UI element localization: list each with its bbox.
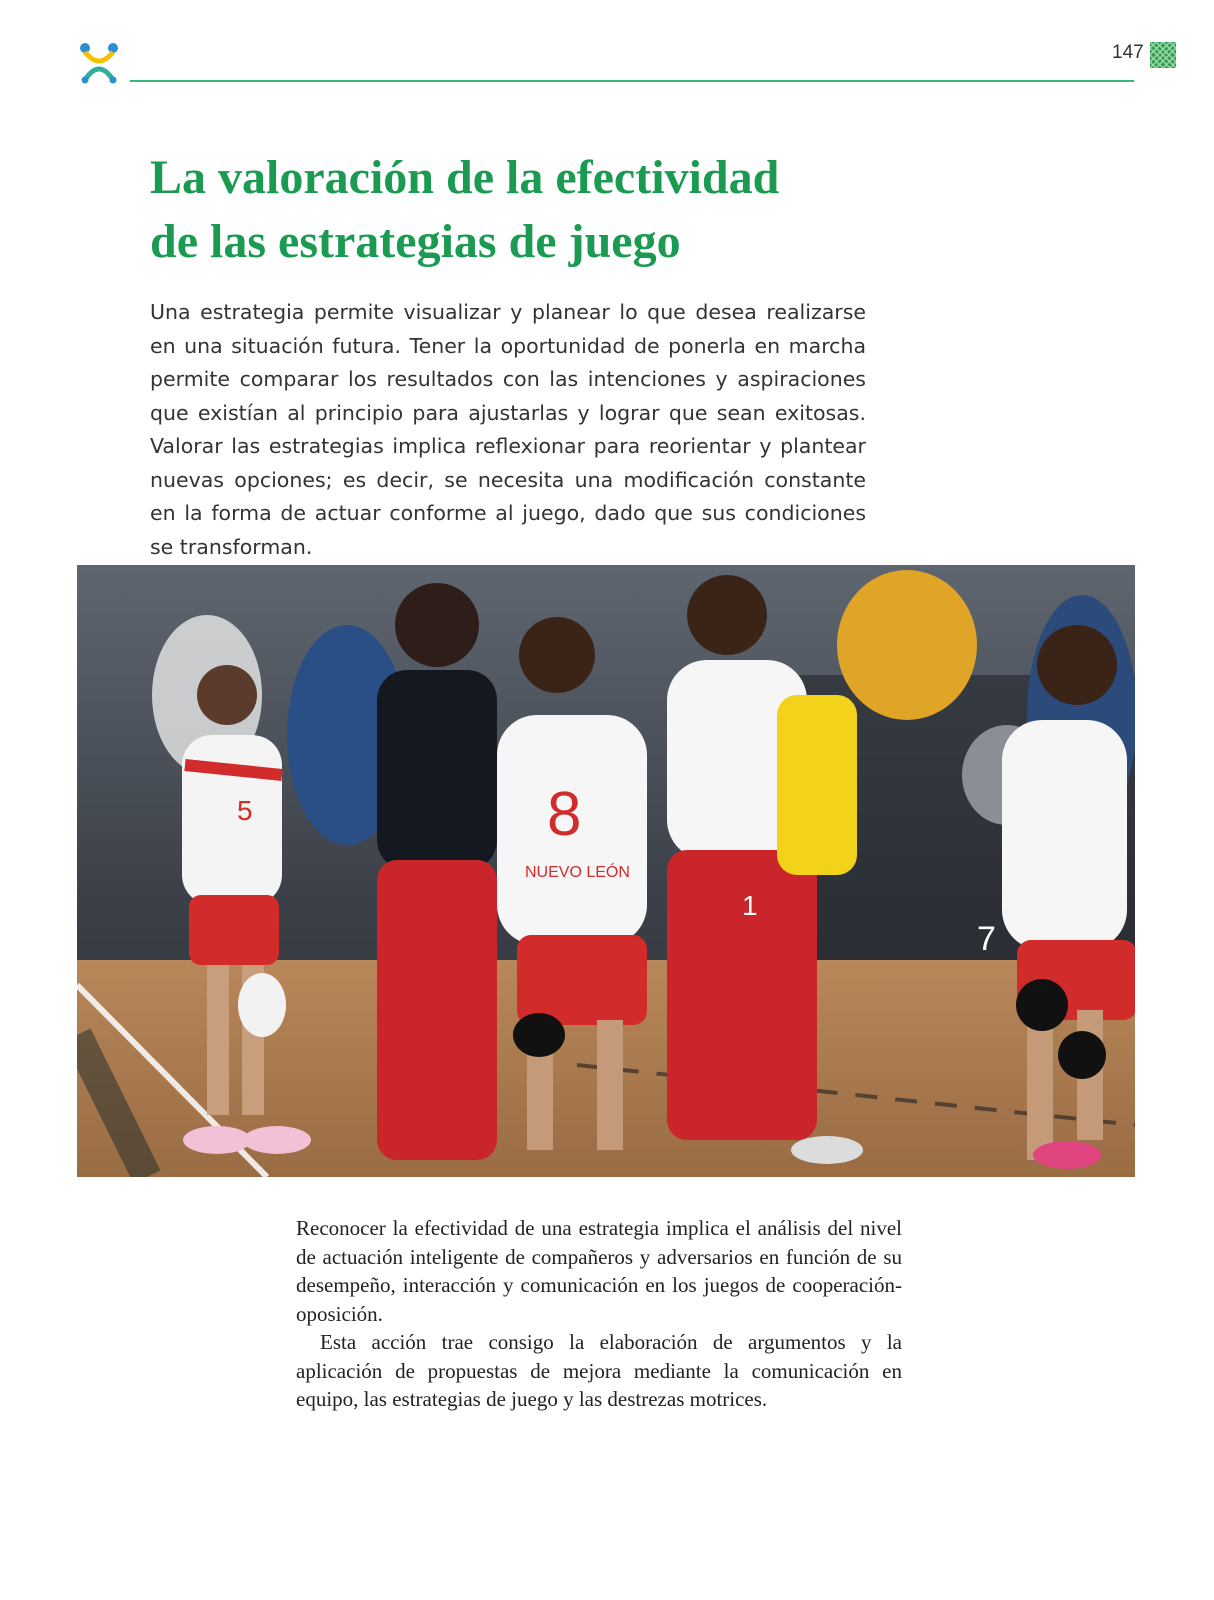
jersey-number-1: 1	[742, 890, 758, 921]
title-line-1: La valoración de la efectividad	[150, 151, 780, 204]
page-number: 147	[1112, 42, 1144, 63]
body-paragraph-1: Reconocer la efectividad de una estrategia implica el análisis del nivel de actuación inteligente de compañeros y adversarios en función de su desempeño, interacción y comunicación en los juegos de cooperación-oposición.	[296, 1216, 902, 1326]
title-line-2: de las estrategias de juego	[150, 215, 681, 268]
page-title	[150, 146, 1050, 274]
intro-paragraph: Una estrategia permite visualizar y planear lo que desea realizarse en una situación futura. Tener la oportunidad de ponerla en marcha permite comparar los resultados con las intenciones y aspiraciones que existían al principio para ajustarlas y lograr que sean exitosas. Valorar las estrategias implica reflexionar para reorientar y plantear nuevas opciones; es decir, se necesita una modificación constante en la forma de actuar conforme al juego, dado que sus condiciones se transforman.	[150, 300, 866, 559]
jersey-number-7: 7	[977, 920, 996, 958]
body-paragraph-2: Esta acción trae consigo la elaboración de argumentos y la aplicación de propuestas de mejora mediante la comunicación en equipo, las estrategias de juego y las destrezas motrices.	[296, 1330, 902, 1411]
page-mark-icon	[1150, 42, 1176, 68]
jersey-text: NUEVO LEÓN	[525, 864, 630, 881]
body-text	[296, 1214, 902, 1414]
header-rule	[130, 80, 1134, 82]
team-celebration-photo	[77, 565, 1135, 1177]
jersey-number-5: 5	[237, 795, 253, 826]
jersey-number-8: 8	[547, 780, 582, 849]
series-logo-icon	[76, 40, 122, 86]
